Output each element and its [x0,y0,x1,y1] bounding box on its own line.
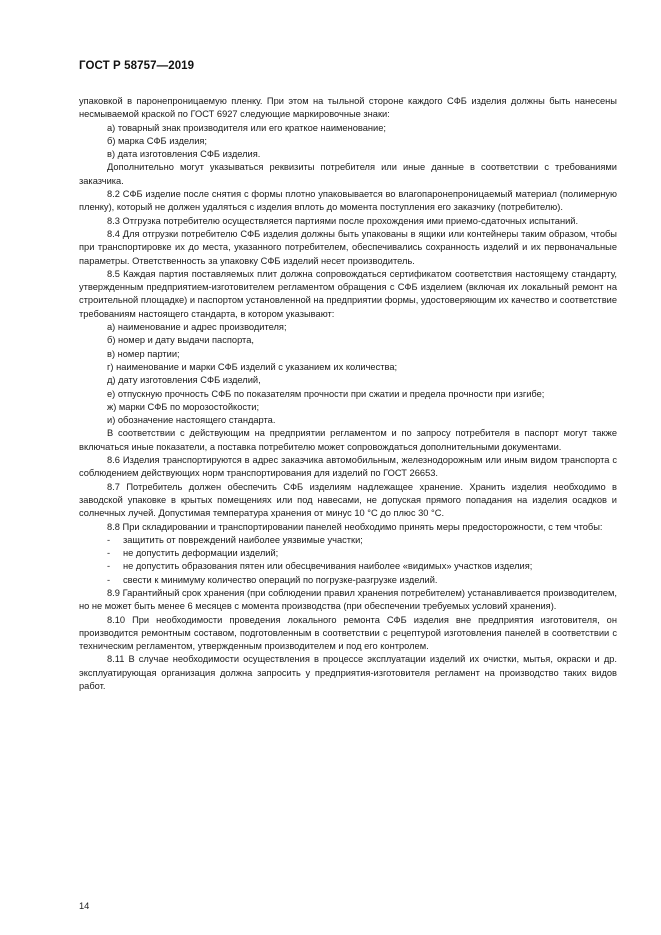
paragraph: 8.8 При складировании и транспортировании панелей необходимо принять меры предосторожности, с тем чтобы: [107,521,603,532]
list-item: б) номер и дату выдачи паспорта, [107,335,254,346]
list-item: и) обозначение настоящего стандарта. [107,415,276,426]
list-item: ж) марки СФБ по морозостойкости; [107,401,260,412]
dash-marker: - [107,548,111,559]
paragraph: 8.10 При необходимости проведения локального ремонта СФБ изделия вне предприятия изготовителя, он производится ремонтным составом, подготовленным в соответствии с рецептурой изготовления панелей в соответствии с техническим регламентом, утвержденным производителем и под его контролем. [79,614,617,652]
paragraph: упаковкой в паронепроницаемую пленку. При этом на тыльной стороне каждого СФБ изделия должны быть нанесены несмываемой краской по ГОСТ 6927 следующие маркировочные знаки: [79,96,617,120]
list-item: е) отпускную прочность СФБ по показателям прочности при сжатии и предела прочности при изгибе; [107,388,545,399]
paragraph: 8.2 СФБ изделие после снятия с формы плотно упаковывается во влагопаронепроницаемый материал (полимерную пленку), который не должен удаляться с изделия вплоть до момента поступления его заказчику (потребителю). [79,189,617,213]
dash-list-item [79,547,617,560]
dash-marker: - [107,574,111,585]
paragraph: 8.5 Каждая партия поставляемых плит должна сопровождаться сертификатом соответствия настоящему стандарту, утвержденным предприятием-изготовителем регламентом обращения с СФБ изделием (включая их локальный ремонт на строительной площадке) и паспортом установленной на предприятии формы, удостоверяющим их качество и соответствие требованиям настоящего стандарта, в котором указывают: [79,268,617,319]
dash-list-item [79,560,617,573]
list-item: а) товарный знак производителя или его краткое наименование; [107,122,386,133]
dash-marker: - [107,561,111,572]
dash-list-item [79,534,617,547]
document-body [79,95,617,693]
dash-item-text: свести к минимуму количество операций по погрузке-разгрузке изделий. [123,574,438,585]
list-item: а) наименование и адрес производителя; [107,322,287,333]
page-number: 14 [79,901,90,911]
paragraph: 8.4 Для отгрузки потребителю СФБ изделия должны быть упакованы в ящики или контейнеры таким образом, чтобы при транспортировке их до места, указанного потребителем, обеспечивались сохранность изделий и их первоначальные параметры. Ответственность за упаковку СФБ изделий несет производитель. [79,228,617,266]
list-item: д) дату изготовления СФБ изделий, [107,375,261,386]
paragraph: В соответствии с действующим на предприятии регламентом и по запросу потребителя в паспорт могут также включаться иные показатели, а поставка потребителю может сопровождаться дополнительными документами. [79,428,617,452]
dash-item-text: не допустить деформации изделий; [123,548,279,559]
document-header: ГОСТ Р 58757—2019 [79,60,195,72]
paragraph: 8.9 Гарантийный срок хранения (при соблюдении правил хранения потребителем) устанавливается производителем, но не может быть менее 6 месяцев с момента производства (при обеспечении требуемых условий хранения). [79,587,617,612]
list-item: в) номер партии; [107,348,180,359]
paragraph: 8.11 В случае необходимости осуществления в процессе эксплуатации изделий их очистки, мытья, окраски и др. эксплуатирующая организация должна запросить у предприятия-изготовителя регламент на производство таких видов работ. [79,654,617,692]
list-item: г) наименование и марки СФБ изделий с указанием их количества; [107,361,398,372]
dash-list-item [79,574,617,587]
list-item: б) марка СФБ изделия; [107,135,208,146]
paragraph: 8.6 Изделия транспортируются в адрес заказчика автомобильным, железнодорожным или иным видом транспорта с соблюдением действующих норм транспортирования для изделий по ГОСТ 26653. [79,455,617,479]
paragraph: 8.3 Отгрузка потребителю осуществляется партиями после прохождения ими приемо-сдаточных испытаний. [107,215,579,226]
paragraph: Дополнительно могут указываться реквизиты потребителя или иные данные в соответствии с требованиями заказчика. [79,162,617,186]
paragraph: 8.7 Потребитель должен обеспечить СФБ изделиям надлежащее хранение. Хранить изделия необходимо в заводской упаковке в крытых помещениях или под навесами, не допуская прямого попадания на изделия осадков и солнечных лучей. Допустимая температура хранения от минус 10 °С до плюс 30 °С. [79,481,617,519]
dash-item-text: защитить от повреждений наиболее уязвимые участки; [123,534,363,545]
list-item: в) дата изготовления СФБ изделия. [107,149,261,160]
dash-marker: - [107,534,111,545]
dash-item-text: не допустить образования пятен или обесцвечивания наиболее «видимых» участков изделия; [123,561,533,572]
